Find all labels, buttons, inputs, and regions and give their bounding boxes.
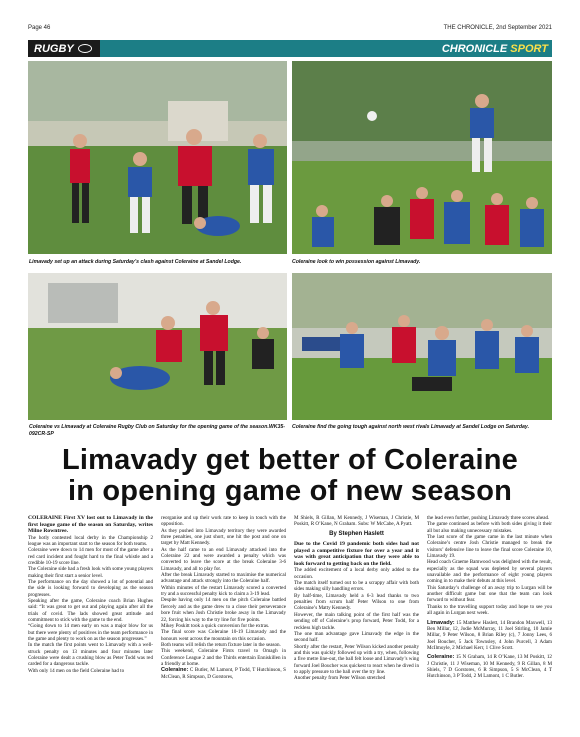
team-label: Limavady: bbox=[427, 619, 455, 626]
headline bbox=[28, 445, 552, 507]
paragraph: Both teams will relish the return fixture later in the season. bbox=[161, 641, 281, 648]
article-column-4 bbox=[427, 515, 552, 680]
brand-sport: SPORT bbox=[510, 42, 548, 55]
team-list bbox=[427, 654, 552, 679]
article-column-1 bbox=[28, 515, 153, 674]
photo-4 bbox=[292, 273, 552, 420]
rugby-photo-4 bbox=[292, 273, 552, 420]
photo-caption-3: Coleraine vs Limavady at Coleraine Rugby Club on Saturday for the opening game of the season.WK35-092CR-SP bbox=[29, 424, 285, 437]
rugby-ball-icon bbox=[78, 44, 92, 53]
photo-3 bbox=[28, 273, 287, 420]
paragraph: the lead even further, pushing Limavady three scores ahead. bbox=[427, 515, 550, 521]
paragraph: Within minutes of the restart Limavady scored a converted try and a successful penalty kick to claim a 3-19 lead. bbox=[161, 584, 286, 598]
paragraph: Coleraine were down to 14 men for most of the game after a red card incident and fought hard to the final whistle and a credible 10-19 score line. bbox=[28, 547, 153, 566]
team-list bbox=[427, 620, 552, 652]
brand-logo bbox=[442, 43, 552, 55]
paragraph: The Coleraine side had a fresh look with some young players making their first start a senior level. bbox=[28, 566, 153, 579]
brand-name: CHRONICLE bbox=[441, 42, 508, 55]
team-label: Coleraine: bbox=[161, 667, 189, 674]
paragraph: After the break Limavady started to maximise the numerical advantage and attack strongly into the Coleraine half. bbox=[161, 572, 286, 585]
team-label: Coleraine: bbox=[427, 654, 455, 661]
rugby-photo-1 bbox=[28, 61, 287, 254]
paragraph: The performance on the day showed a lot of potential and the side is looking forward to developing as the season progresses. bbox=[28, 578, 153, 598]
photo-2 bbox=[292, 61, 552, 254]
photo-1 bbox=[28, 61, 287, 254]
page-number: Page 46 bbox=[28, 25, 51, 31]
headline-line-1: Limavady get better of Coleraine bbox=[61, 444, 518, 476]
team-players: C Butler, M Lamont, P Todd, T Hutchinson, S McClean, R Simpson, D Gorstores, bbox=[161, 667, 286, 680]
rugby-photo-2 bbox=[292, 61, 552, 254]
team-players: 15 Matthew Haslett, 14 Brandon Maxwell, 13 Ben Millar, 12, Jodie McMurray, 11 Joel Stirling, 10 Jamie Millar, 9 Peter Wilson, 8 Brian Riley (c), 7 Jonny Lees, 6 Joel Boucher, 5 Jack Townsley, 4 John Purcell, 3 Adam McIlmoyle, 2 Michael Kerr, 1 Clive Scott. bbox=[427, 619, 552, 651]
paragraph: Speaking after the game, Coleraine coach Brian Hughes said: “It was great to get out and playing again after all the trials of covid. The lads showed great attitude and commitment to stick with the game to the end. bbox=[28, 597, 153, 623]
paragraph: As they pushed into Limavady territory they were awarded three penalties, one just short, one hit the post and one on target by Matt Kennedy. bbox=[161, 527, 286, 547]
page-header bbox=[28, 22, 552, 34]
paragraph: The hotly contested local derby in the Championship 2 league was an important start to the season for both teams. bbox=[28, 534, 153, 547]
paragraph: As the half came to an end Limavady attacked into the Coleraine 22 and were awarded a penalty which was converted to leave the score at the break Coleraine 3-6 Limavady, and all to play for. bbox=[161, 546, 286, 572]
paragraph: The one man advantage gave Limavady the edge in the second half. bbox=[294, 630, 419, 644]
photo-caption-1: Limavady set up an attack during Saturday’s clash against Coleraine at Sandel Lodge. bbox=[29, 259, 242, 265]
paragraph: This weekend, Coleraine Firsts travel to Omagh in Conference League 2 and the Thirds entertain Enniskillen in a friendly at home. bbox=[161, 648, 286, 667]
headline-line-2: in opening game of new season bbox=[67, 475, 513, 507]
paragraph: The last score of the game came in the last minute when Coleraine’s centre Josh Christie managed to break the visitors’ defensive line to leave the final score Coleraine 10, Limavady 19. bbox=[427, 534, 552, 560]
rugby-photo-3 bbox=[28, 273, 287, 420]
paragraph: Head coach Graeme Bamwood was delighted with the result, especially as the squad was depleted by several players unavailable and the performance of eight young players coming in to make their debuts at this level. bbox=[427, 559, 552, 585]
publication-date: THE CHRONICLE, 2nd September 2021 bbox=[443, 25, 552, 31]
paragraph: The added excitement of a local derby only added to the occasion. bbox=[294, 567, 419, 580]
paragraph: The game continued as before with both sides giving it their all but also making unnecessary mistakes. bbox=[427, 521, 552, 534]
section-banner bbox=[28, 40, 552, 57]
paragraph: With only 14 men on the field Coleraine had to bbox=[28, 667, 125, 674]
article-column-2 bbox=[161, 515, 286, 680]
paragraph: The final score was Coleraine 10-19 Limavady and the honours went across the mountain on this occasion. bbox=[161, 629, 286, 642]
section-label-text: RUGBY bbox=[34, 42, 74, 55]
team-list bbox=[161, 667, 286, 680]
paragraph: In the match the first points went to Limavady with a well-struck penalty on 13 minutes and four minutes later Coleraine were dealt a crushing blow as Peter Todd was red carded for a dangerous tackle. bbox=[28, 642, 153, 668]
paragraph: Shortly after the restart, Peter Wilson kicked another penalty and this was quickly followed up with a try, when, following a five metre line-out, the ball felt loose and Limavady’s wing forward Joel Boucher was quickest to react when he dived in to apply pressure to the ball over the try line. bbox=[294, 643, 419, 675]
paragraph: By half-time, Limavady held a 6-3 lead thanks to two penalties from scrum half Peter Wilson to one from Coleraine’s Matty Kennedy. bbox=[294, 592, 419, 612]
team-players: 15 N Graham, 14 R O’Kane, 13 M Poskitt, 12 J Christie, 11 J Wiseman, 10 M Kennedy, 9 R Gillan, 8 M Shiels, 7 D Gorstores, 6 R Simpson, 5 S McClean, 4 T Hutchinson, 3 P Todd, 2 M Lamont, 1 C Butler. bbox=[427, 654, 552, 680]
section-label bbox=[28, 40, 100, 57]
photo-caption-2: Coleraine look to win possession against Limavady. bbox=[292, 259, 421, 265]
paragraph: “Going down to 14 men early on was a major blow for us but there were plenty of positives in the team performance in the game and plenty to work on as the season progresses.” bbox=[28, 623, 153, 642]
paragraph: This Saturday’s challenge of an away trip to Lurgan will be another difficult game but one that the team can look forward to without fear. bbox=[427, 584, 552, 604]
paragraph: M Shiels, R Gillan, M Kennedy, J Wiseman, J Christie, M Poskitt, R O’Kane, N Graham. Subs: W McCabe, A Pyatt. bbox=[294, 515, 419, 528]
paragraph: Another penalty from Peter Wilson stretched bbox=[294, 675, 386, 682]
paragraph: Mikey Poskitt took a quick conversion for the extras. bbox=[161, 622, 270, 629]
paragraph: reorganise and up their work rate to keep in touch with the opposition. bbox=[161, 515, 286, 528]
article-lead-2: Due to the Covid 19 pandemic both sides had not played a competitive fixture for over a year and it was with great anticipation that they were able to look forward to getting back on the field. bbox=[294, 541, 419, 567]
photo-caption-4: Coleraine find the going tough against north west rivals Limavady at Sandel Lodge on Saturday. bbox=[292, 424, 530, 430]
byline: By Stephen Haslett bbox=[329, 530, 384, 537]
paragraph: Thanks to the travelling support today and hope to see you all again in Lurgan next week. bbox=[427, 603, 552, 617]
paragraph: However, the main talking point of the first half was the sending off of Coleraine’s prop forward, Peter Todd, for a reckless high tackle. bbox=[294, 611, 419, 631]
article-lead: COLERAINE First XV lost out to Limavady in the first league game of the season on Saturday, writes Milne Rowntree. bbox=[28, 515, 153, 534]
article-column-3 bbox=[294, 515, 419, 682]
paragraph: Despite having only 14 men on the pitch Coleraine battled fiercely and as the game drew to a close their perseverance bore fruit when Josh Christie broke away in the Limavady 22, forcing his way to the try line for five points. bbox=[161, 597, 286, 623]
paragraph: The match itself turned out to be a scrappy affair with both sides making silly handling errors. bbox=[294, 580, 419, 593]
